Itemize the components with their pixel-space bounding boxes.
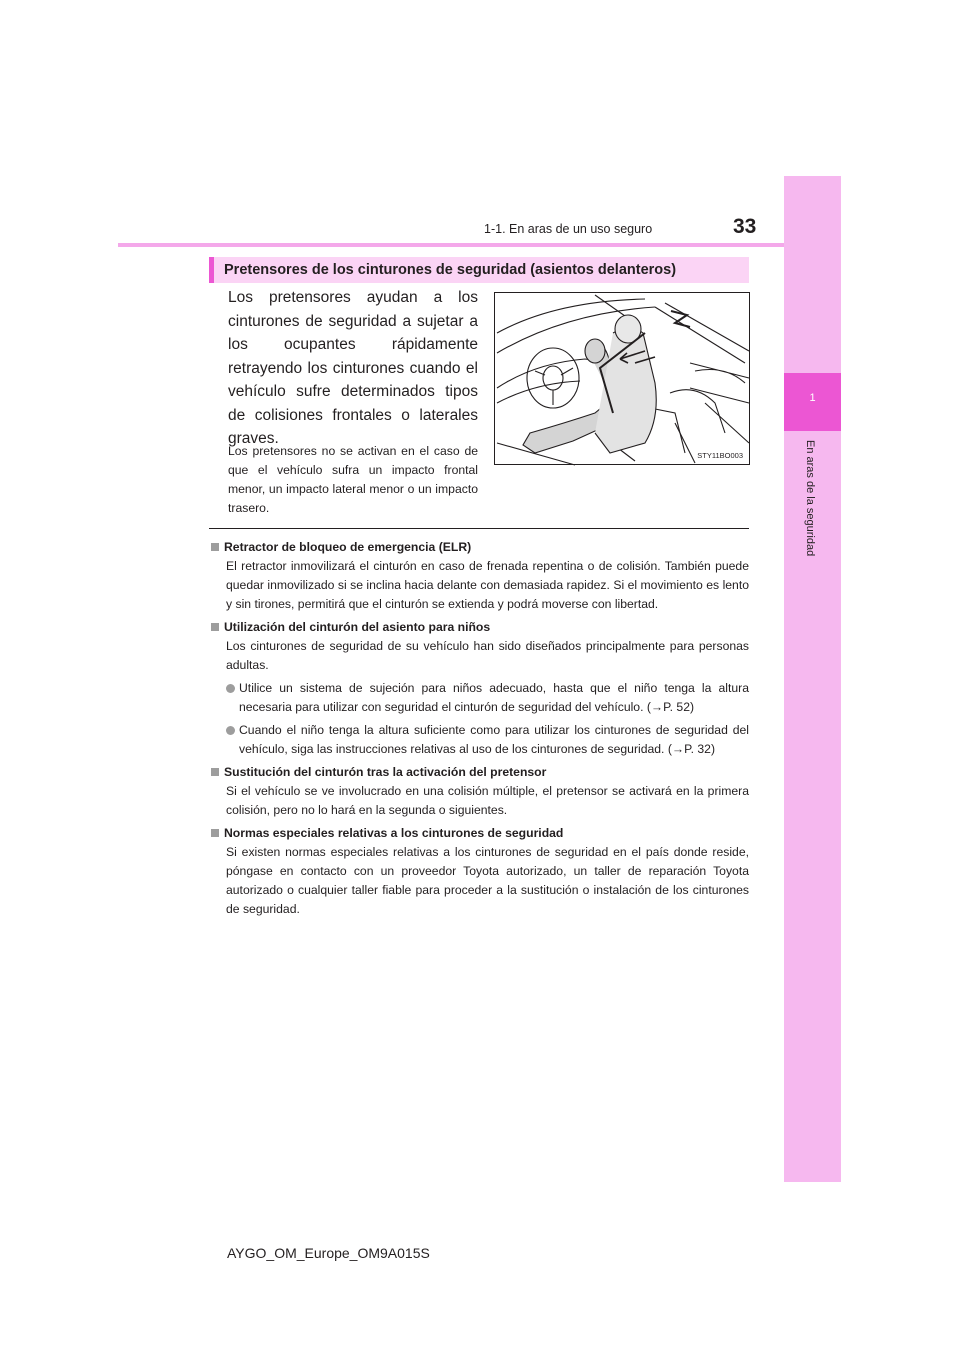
side-tab xyxy=(784,176,841,1182)
list-item xyxy=(211,538,749,614)
item-title-text: Sustitución del cinturón tras la activación del pretensor xyxy=(224,765,547,779)
sub-bullet-text: Utilice un sistema de sujeción para niños adecuado, hasta que el niño tenga la altura necesaria para utilizar con seguridad el cinturón de seguridad del vehículo. (→P. 52) xyxy=(239,681,749,714)
sub-bullet xyxy=(211,679,749,717)
square-bullet-icon xyxy=(211,623,219,631)
list-item xyxy=(211,763,749,820)
item-text: Si existen normas especiales relativas a los cinturones de seguridad en el país donde reside, póngase en contacto con un proveedor Toyota autorizado, un taller de reparación Toyota autorizado o cualquier taller fiable para proceder a la sustitución o instalación de los cinturones de seguridad. xyxy=(226,845,749,916)
square-bullet-icon xyxy=(211,829,219,837)
square-bullet-icon xyxy=(211,768,219,776)
square-bullet-icon xyxy=(211,543,219,551)
item-text: El retractor inmovilizará el cinturón en caso de frenada repentina o de colisión. También puede quedar inmovilizado si se inclina hacia delante con demasiada rapidez. Si el movimiento es lento y sin tirones, permitirá que el cinturón se extienda y podrá moverse con libertad. xyxy=(226,559,749,611)
car-interior-drawing xyxy=(495,293,751,466)
section-heading-text: Pretensores de los cinturones de seguridad (asientos delanteros) xyxy=(224,262,677,278)
item-title-text: Retractor de bloqueo de emergencia (ELR) xyxy=(224,540,472,554)
item-text: Si el vehículo se ve involucrado en una colisión múltiple, el pretensor se activará en la primera colisión, pero no lo hará en la segunda o siguientes. xyxy=(226,784,749,817)
intro-paragraph: Los pretensores ayudan a los cinturones de seguridad a sujetar a los ocupantes rápidamente retrayendo los cinturones cuando el vehículo sufre determinados tipos de colisiones frontales o laterales graves. xyxy=(228,289,478,447)
round-bullet-icon xyxy=(226,684,235,693)
item-title-text: Normas especiales relativas a los cinturones de seguridad xyxy=(224,826,564,840)
figure-label: STY11BO003 xyxy=(697,451,743,460)
list-item xyxy=(211,824,749,919)
item-title xyxy=(211,824,749,843)
footer-doc-id: AYGO_OM_Europe_OM9A015S xyxy=(227,1245,430,1261)
section-title: 1-1. En aras de un uso seguro xyxy=(484,222,653,236)
round-bullet-icon xyxy=(226,726,235,735)
page-number: 33 xyxy=(733,215,757,238)
item-title xyxy=(211,618,749,637)
item-text: Los cinturones de seguridad de su vehículo han sido diseñados principalmente para personas adultas. xyxy=(226,639,749,672)
body-content xyxy=(211,538,749,923)
pretensioner-illustration xyxy=(494,292,750,465)
chapter-label: En aras de la seguridad xyxy=(804,440,816,557)
item-title-text: Utilización del cinturón del asiento para niños xyxy=(224,620,491,634)
sub-bullet xyxy=(211,721,749,759)
sub-bullet-text: Cuando el niño tenga la altura suficiente como para utilizar los cinturones de seguridad del vehículo, siga las instrucciones relativas al uso de los cinturones de seguridad. (→P. 32) xyxy=(239,723,749,756)
note-paragraph: Los pretensores no se activan en el caso de que el vehículo sufra un impacto frontal menor, un impacto lateral menor o un impacto trasero. xyxy=(228,444,478,515)
item-title xyxy=(211,538,749,557)
header-rule xyxy=(118,243,784,247)
list-item xyxy=(211,618,749,759)
item-title xyxy=(211,763,749,782)
chapter-number: 1 xyxy=(809,392,816,404)
divider xyxy=(209,528,749,529)
section-heading xyxy=(209,257,749,283)
